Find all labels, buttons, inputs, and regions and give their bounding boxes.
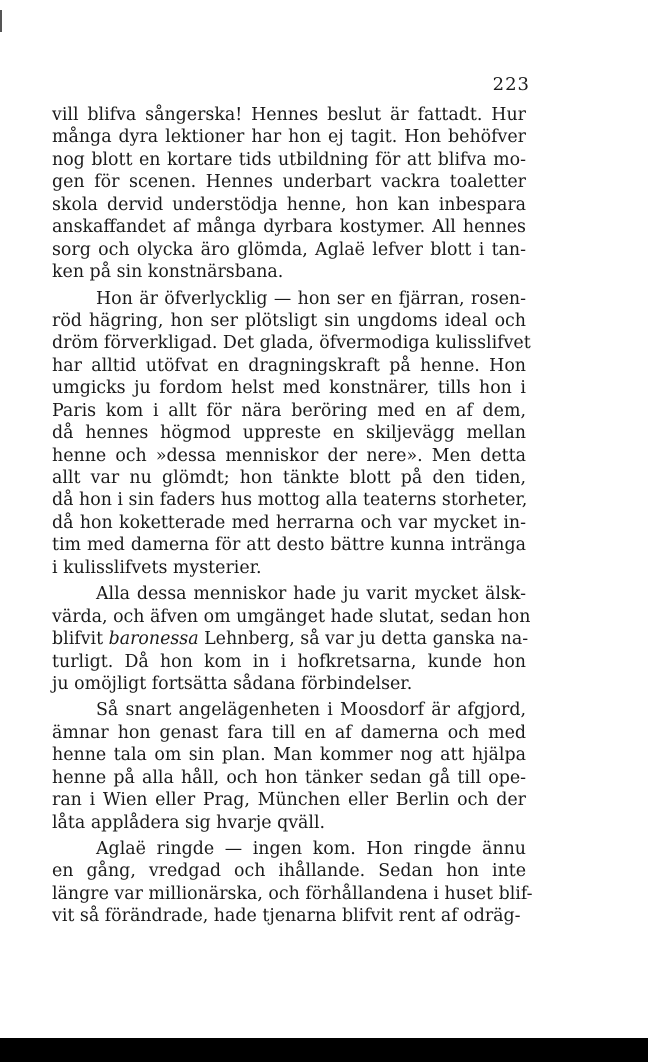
text-line: ran i Wien eller Prag, München eller Berlin och der [52, 790, 526, 811]
text-line: Aglaë ringde — ingen kom. Hon ringde ännu [96, 839, 526, 859]
text-line: då hon koketterade med herrarna och var mycket in- [52, 512, 526, 533]
paragraph [52, 288, 531, 580]
text-line: i kulisslifvets mysterier. [52, 557, 262, 578]
text-line: har alltid utöfvat en dragningskraft på henne. Hon [52, 355, 526, 376]
text-line: låta applådera sig hvarje qväll. [52, 812, 326, 833]
italic-word: baronessa [108, 629, 199, 650]
text-line: dröm förverkligad. Det glada, öfvermodiga kulisslifvet [52, 333, 531, 354]
text-line: gen för scenen. Hennes underbart vackra toaletter [52, 172, 526, 193]
text-line: längre var millionärska, och förhållandena i huset blif- [52, 883, 533, 904]
text-line: henne och »dessa menniskor der nere». Men detta [52, 445, 526, 466]
paragraph [52, 838, 533, 928]
text-line: då hennes högmod uppreste en skiljevägg mellan [52, 423, 526, 444]
text-line: allt var nu glömdt; hon tänkte blott på den tiden, [52, 468, 526, 488]
text-line: henne på alla håll, och hon tänker sedan gå till ope- [52, 767, 526, 788]
text-line: anskaffandet af många dyrbara kostymer. All hennes [52, 217, 526, 238]
text-line: Så snart angelägenheten i Moosdorf är afgjord, [96, 700, 526, 721]
page-number: 223 [492, 74, 530, 95]
text-line: turligt. Då hon kom in i hofkretsarna, kunde hon [52, 651, 526, 672]
paragraph [52, 104, 526, 284]
scan-bottom-band [0, 1038, 648, 1062]
text-line: Hon är öfverlycklig — hon ser en fjärran, rosen- [96, 288, 526, 309]
text-line: vill blifva sångerska! Hennes beslut är fattadt. Hur [52, 105, 526, 125]
text-line: röd hägring, hon ser plötsligt sin ungdoms ideal och [52, 310, 526, 331]
text-line: ju omöjligt fortsätta sådana förbindelser. [52, 673, 413, 694]
text-line: umgicks ju fordom helst med konstnärer, tills hon i [52, 378, 526, 399]
text-line: ämnar hon genast fara till en af damerna och med [52, 722, 526, 743]
paragraph [52, 583, 531, 695]
text-line: tim med damerna för att desto bättre kunna intränga [52, 535, 526, 556]
paragraph [52, 699, 526, 834]
text-line: då hon i sin faders hus mottog alla teaterns storheter, [52, 490, 528, 511]
text-line: sorg och olycka äro glömda, Aglaë lefver blott i tan- [52, 239, 526, 260]
text-line: henne tala om sin plan. Man kommer nog att hjälpa [52, 745, 526, 766]
text-line: en gång, vredgad och ihållande. Sedan hon inte [52, 861, 526, 882]
text-line: värda, och äfven om umgänget hade slutat, sedan hon [52, 606, 531, 627]
page-text [52, 104, 533, 928]
text-line: blifvit baronessa Lehnberg, så var ju detta ganska na- [52, 629, 529, 650]
text-line: Alla dessa menniskor hade ju varit mycket älsk- [96, 584, 526, 605]
text-line: skola dervid understödja henne, hon kan inbespara [52, 194, 526, 215]
scan-edge-mark [0, 10, 2, 32]
text-line: Paris kom i allt för nära beröring med en af dem, [52, 400, 526, 421]
text-line: ken på sin konstnärsbana. [52, 262, 284, 283]
text-line: många dyra lektioner har hon ej tagit. Hon behöfver [52, 127, 526, 148]
text-line: nog blott en kortare tids utbildning för att blifva mo- [52, 149, 526, 170]
text-line: vit så förändrade, hade tjenarna blifvit rent af odräg- [52, 906, 521, 927]
